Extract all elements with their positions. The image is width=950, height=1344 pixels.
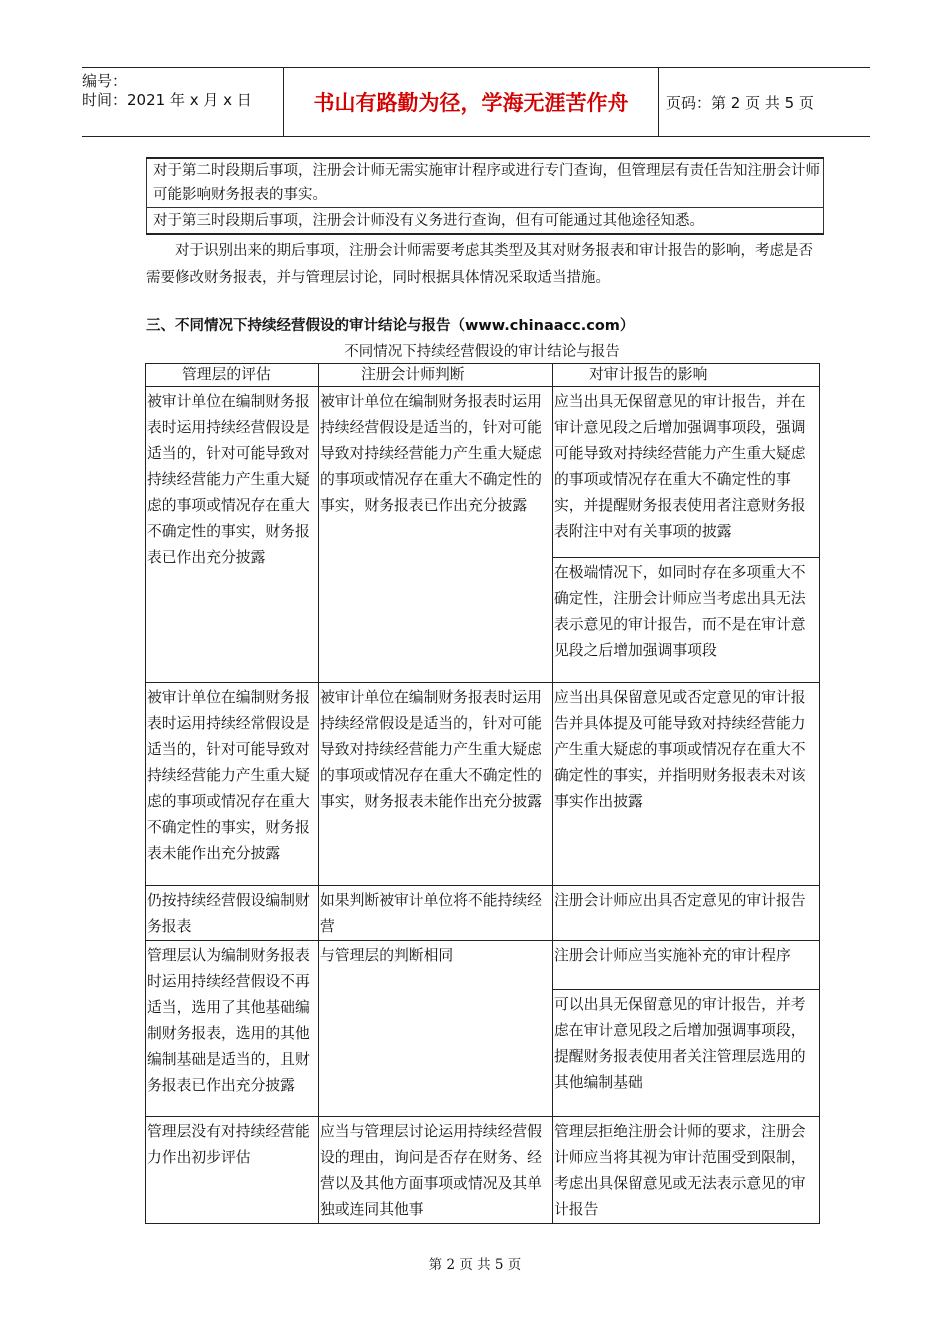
table-row	[146, 941, 820, 990]
document-number-label: 编号：	[82, 72, 128, 90]
table-row	[146, 886, 820, 941]
table-cell: 应当与管理层讨论运用持续经营假设的理由，询问是否存在财务、经营以及其他方面事项或情况及其单独或连同其他事	[319, 1117, 553, 1224]
table-cell: 可以出具无保留意见的审计报告，并考虑在审计意见段之后增加强调事项段，提醒财务报表使用者关注管理层选用的其他编制基础	[553, 990, 820, 1117]
table-row	[146, 683, 820, 886]
table-cell: 被审计单位在编制财务报表时运用持续经营假设是适当的，针对可能导致对持续经营能力产生重大疑虑的事项或情况存在重大不确定性的事实，财务报表已作出充分披露	[146, 387, 319, 683]
table-row	[146, 1117, 820, 1224]
table-cell: 注册会计师应出具否定意见的审计报告	[553, 886, 820, 941]
table-cell: 管理层拒绝注册会计师的要求，注册会计师应当将其视为审计范围受到限制，考虑出具保留意见或无法表示意见的审计报告	[553, 1117, 820, 1224]
header-cell-impact: 对审计报告的影响	[553, 364, 820, 387]
box-row-third-period: 对于第三时段期后事项，注册会计师没有义务进行查询，但有可能通过其他途径知悉。	[147, 208, 824, 235]
table-cell: 在极端情况下，如同时存在多项重大不确定性，注册会计师应当考虑出具无法表示意见的审计报告，而不是在审计意见段之后增加强调事项段	[553, 558, 820, 683]
header-page-info: 页码：第 2 页 共 5 页	[666, 93, 814, 112]
going-concern-table	[145, 363, 820, 1224]
table-cell: 如果判断被审计单位将不能持续经营	[319, 886, 553, 941]
table-cell: 被审计单位在编制财务报表时运用持续经常假设是适当的，针对可能导致对持续经营能力产生重大疑虑的事项或情况存在重大不确定性的事实，财务报表未能作出充分披露	[146, 683, 319, 886]
table-caption: 不同情况下持续经营假设的审计结论与报告	[344, 344, 620, 360]
table-cell: 仍按持续经营假设编制财务报表	[146, 886, 319, 941]
table-cell: 管理层没有对持续经营能力作出初步评估	[146, 1117, 319, 1224]
header-motto: 书山有路勤为径，学海无涯苦作舟	[283, 68, 659, 136]
section-heading: 三、不同情况下持续经营假设的审计结论与报告（www.chinaacc.com）	[146, 318, 635, 334]
header-cell-auditor: 注册会计师判断	[319, 364, 553, 387]
body-paragraph: 对于识别出来的期后事项，注册会计师需要考虑其类型及其对财务报表和审计报告的影响，考虑是否需要修改财务报表，并与管理层讨论，同时根据具体情况采取适当措施。	[146, 243, 813, 286]
subsequent-events-box	[146, 157, 824, 235]
header-meta	[82, 68, 282, 140]
table-cell: 与管理层的判断相同	[319, 941, 553, 1117]
table-cell: 应当出具保留意见或否定意见的审计报告并具体提及可能导致对持续经营能力产生重大疑虑的事项或情况存在重大不确定性的事实，并指明财务报表未对该事实作出披露	[553, 683, 820, 886]
table-header-row	[146, 364, 820, 387]
table-cell: 被审计单位在编制财务报表时运用持续经常假设是适当的，针对可能导致对持续经营能力产生重大疑虑的事项或情况存在重大不确定性的事实，财务报表未能作出充分披露	[319, 683, 553, 886]
table-cell: 注册会计师应当实施补充的审计程序	[553, 941, 820, 990]
page-header	[82, 67, 870, 137]
header-cell-management: 管理层的评估	[146, 364, 319, 387]
document-date: 时间：2021 年 x 月 x 日	[82, 91, 252, 109]
box-row-second-period: 对于第二时段期后事项，注册会计师无需实施审计程序或进行专门查询，但管理层有责任告知注册会计师可能影响财务报表的事实。	[147, 158, 824, 208]
table-cell: 管理层认为编制财务报表时运用持续经营假设不再适当，选用了其他基础编制财务报表，选用的其他编制基础是适当的，且财务报表已作出充分披露	[146, 941, 319, 1117]
page-footer: 第 2 页 共 5 页	[428, 1257, 522, 1273]
table-cell: 被审计单位在编制财务报表时运用持续经营假设是适当的，针对可能导致对持续经营能力产生重大疑虑的事项或情况存在重大不确定性的事实，财务报表已作出充分披露	[319, 387, 553, 683]
table-row	[146, 387, 820, 558]
table-cell: 应当出具无保留意见的审计报告，并在审计意见段之后增加强调事项段，强调可能导致对持续经营能力产生重大疑虑的事项或情况存在重大不确定性的事实，并提醒财务报表使用者注意财务报表附注中对有关事项的披露	[553, 387, 820, 558]
